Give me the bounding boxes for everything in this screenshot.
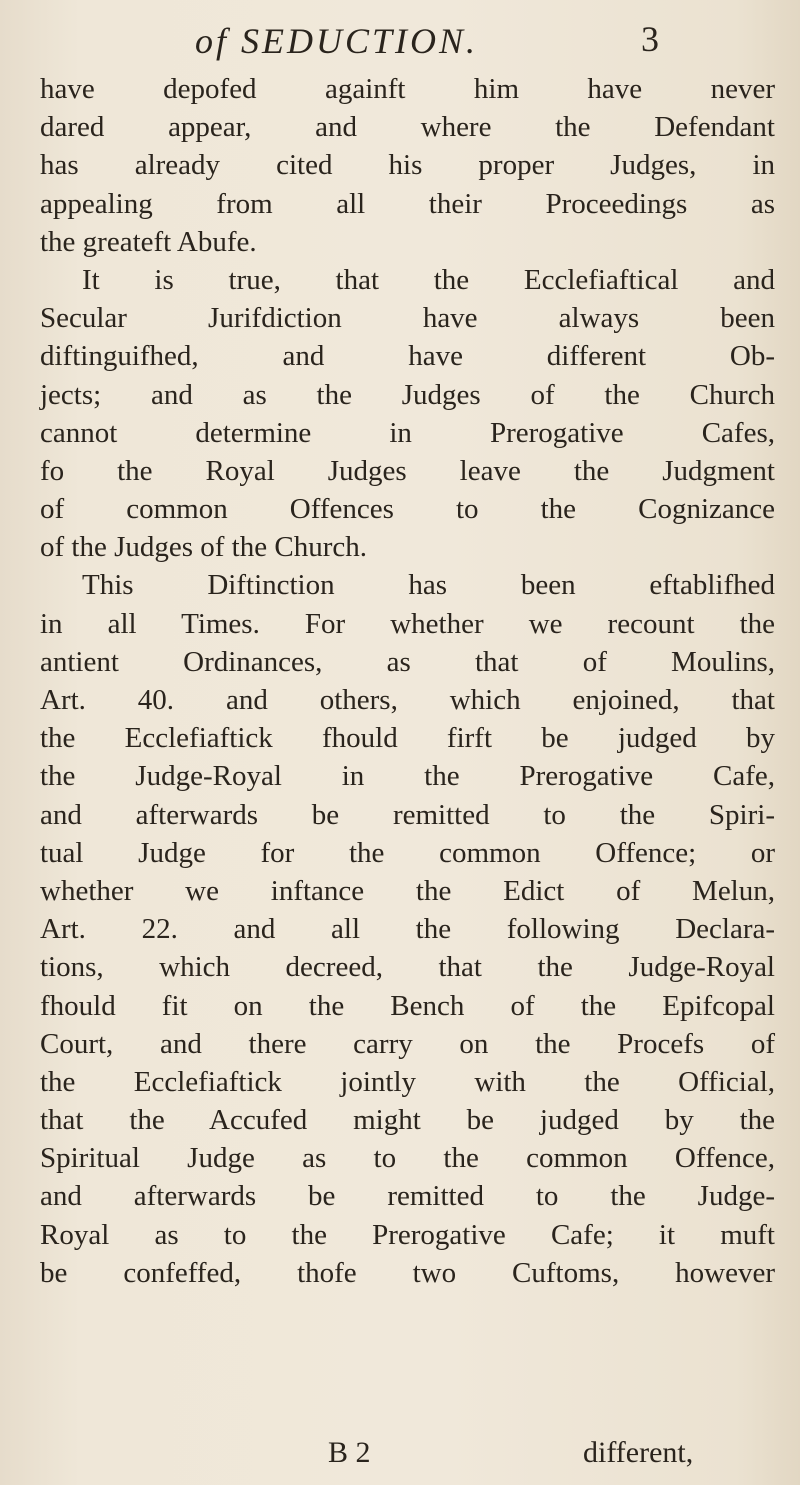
- text-line: whether we inftance the Edict of Melun,: [40, 874, 775, 907]
- text-line: of the Judges of the Church.: [40, 531, 367, 564]
- text-line: that the Accufed might be judged by the: [40, 1104, 775, 1137]
- text-line: Court, and there carry on the Procefs of: [40, 1027, 775, 1060]
- text-line: Secular Jurifdiction have always been: [40, 302, 775, 335]
- text-line: the Judge-Royal in the Prerogative Cafe,: [40, 760, 775, 793]
- text-line: be confeffed, thofe two Cuftoms, however: [40, 1256, 775, 1289]
- text-line: the Ecclefiaftick fhould firft be judged by: [40, 722, 775, 755]
- text-line: Royal as to the Prerogative Cafe; it muft: [40, 1218, 775, 1251]
- text-line: Art. 22. and all the following Declara-: [40, 913, 775, 946]
- text-line: tual Judge for the common Offence; or: [40, 836, 775, 869]
- text-line: diftinguifhed, and have different Ob-: [40, 340, 775, 373]
- text-line: have depofed againft him have never: [40, 73, 775, 105]
- text-line: tions, which decreed, that the Judge-Royal: [40, 951, 775, 984]
- page-footer: [0, 1436, 800, 1474]
- catchword: different,: [583, 1436, 694, 1469]
- text-line: appealing from all their Proceedings as: [40, 187, 775, 220]
- text-line: fo the Royal Judges leave the Judgment: [40, 454, 775, 487]
- text-line: It is true, that the Ecclefiaftical and: [82, 263, 775, 296]
- text-line: the greateft Abufe.: [40, 225, 257, 258]
- text-line: dared appear, and where the Defendant: [40, 111, 775, 144]
- running-title: of SEDUCTION.: [195, 21, 479, 61]
- text-line: cannot determine in Prerogative Cafes,: [40, 416, 775, 449]
- running-header: [0, 14, 800, 66]
- text-line: has already cited his proper Judges, in: [40, 149, 775, 182]
- text-line: the Ecclefiaftick jointly with the Official,: [40, 1065, 775, 1098]
- page-number: 3: [641, 19, 659, 59]
- text-line: Spiritual Judge as to the common Offence,: [40, 1142, 775, 1175]
- text-line: and afterwards be remitted to the Judge-: [40, 1180, 775, 1213]
- text-line: Art. 40. and others, which enjoined, that: [40, 684, 775, 716]
- text-line: and afterwards be remitted to the Spiri-: [40, 798, 775, 831]
- text-line: This Diftinction has been eftablifhed: [82, 569, 775, 602]
- text-line: jects; and as the Judges of the Church: [40, 378, 775, 411]
- body-text: [40, 70, 775, 1292]
- text-line: fhould fit on the Bench of the Epifcopal: [40, 989, 775, 1022]
- signature-mark: B 2: [328, 1436, 371, 1469]
- text-line: in all Times. For whether we recount the: [40, 607, 775, 640]
- text-line: of common Offences to the Cognizance: [40, 493, 775, 526]
- text-line: antient Ordinances, as that of Moulins,: [40, 645, 775, 678]
